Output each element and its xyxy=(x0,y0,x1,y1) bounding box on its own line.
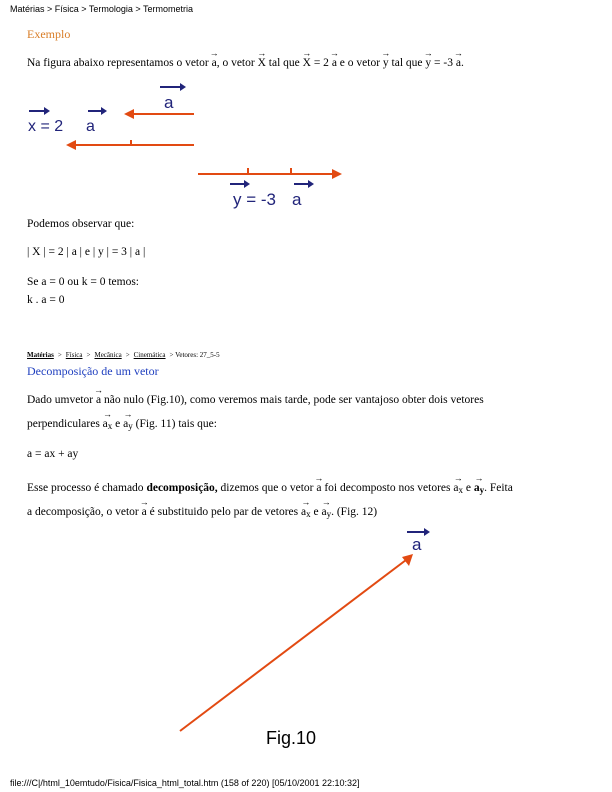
vector-a: → a xyxy=(316,482,321,494)
sentence-part: = -3 xyxy=(434,57,453,69)
sentence-part: e o vetor xyxy=(339,57,381,69)
text-part: dizemos que o vetor xyxy=(220,482,314,494)
section-breadcrumb xyxy=(27,344,220,362)
text-part: Esse processo é chamado xyxy=(27,482,144,494)
vector-figure xyxy=(0,80,612,220)
label-y-vec: a xyxy=(292,190,302,209)
modulus-line: | X | = 2 | a | e | y | = 3 | a | xyxy=(27,246,146,258)
k-line: k . a = 0 xyxy=(27,294,65,306)
vector-a: → a xyxy=(332,57,337,69)
breadcrumb-rest: > Vetores: 27_5-5 xyxy=(169,351,220,359)
vector-x: → X xyxy=(303,57,311,69)
text-part: e xyxy=(115,418,121,430)
label-x-vec: a xyxy=(86,118,95,135)
vector-ay: → $a_y$ xyxy=(474,482,484,495)
label-arrowhead xyxy=(44,107,50,115)
arrowhead xyxy=(332,169,342,179)
figure-10 xyxy=(0,528,612,768)
sentence-part: , o vetor xyxy=(216,57,255,69)
decomp-equation: a = ax + ay xyxy=(27,448,79,460)
label-a: a xyxy=(164,93,174,112)
vector-ax: → $a_x$ xyxy=(301,506,311,519)
vector-y: → y xyxy=(425,57,431,69)
label-arrowhead xyxy=(424,528,430,536)
footer-path: file:///C|/html_10emtudo/Fisica/Fisica_html_total.htm (158 of 220) [05/10/2001 22:10:32] xyxy=(10,778,360,788)
text-part: . (Fig. 12) xyxy=(331,506,378,518)
top-breadcrumb: Matérias > Física > Termologia > Termometria xyxy=(10,4,193,14)
text-part: (Fig. 11) tais que: xyxy=(135,418,217,430)
vector-a: → a xyxy=(212,57,217,69)
decomp-heading: Decomposição de um vetor xyxy=(27,364,159,378)
text-part: . Feita xyxy=(484,482,513,494)
label-arrowhead xyxy=(308,180,314,188)
sentence-part: = 2 xyxy=(313,57,329,69)
sentence-part: tal que xyxy=(391,57,423,69)
vector-ax: → $a_x$ xyxy=(103,418,113,431)
decomp-line-3 xyxy=(27,482,513,495)
decomp-line-2 xyxy=(27,418,217,431)
decomp-line-4 xyxy=(27,506,377,519)
text-part: e xyxy=(465,482,471,494)
vector-a: → a xyxy=(96,394,101,406)
fig10-label-a: a xyxy=(412,535,422,554)
null-line: Se a = 0 ou k = 0 temos: xyxy=(27,276,139,288)
arrowhead xyxy=(66,140,76,150)
example-heading: Exemplo xyxy=(27,27,71,41)
link-mecanica[interactable]: Mecânica xyxy=(94,351,122,359)
text-part: Dado umvetor xyxy=(27,394,94,406)
vector-ax: → $a_x$ xyxy=(453,482,463,495)
link-materias[interactable]: Matérias xyxy=(27,351,54,359)
sentence-part: tal que xyxy=(268,57,300,69)
link-fisica[interactable]: Física xyxy=(65,351,83,359)
label-x-eq: x = 2 xyxy=(28,118,64,135)
vector-ay: → $a_y$ xyxy=(321,506,331,519)
text-part: não nulo (Fig.10), como veremos mais tarde, pode ser vantajoso obter dois vetores xyxy=(103,394,484,406)
observe-text: Podemos observar que: xyxy=(27,218,135,230)
text-part: é substituido pelo par de vetores xyxy=(149,506,299,518)
sentence-part: . xyxy=(460,57,464,69)
vector-a: → a xyxy=(456,57,461,69)
label-arrowhead xyxy=(101,107,107,115)
text-part: perpendiculares xyxy=(27,418,100,430)
fig10-caption: Fig.10 xyxy=(266,728,317,748)
breadcrumb-separator: > xyxy=(86,351,91,359)
link-cinematica[interactable]: Cinemática xyxy=(133,351,166,359)
text-part: e xyxy=(313,506,319,518)
vector-a: → a xyxy=(142,506,147,518)
example-sentence xyxy=(27,57,464,69)
sentence-part: Na figura abaixo representamos o vetor xyxy=(27,57,209,69)
label-arrowhead xyxy=(244,180,250,188)
breadcrumb-separator: > xyxy=(125,351,130,359)
text-part: a decomposição, o vetor xyxy=(27,506,139,518)
vector-y: → y xyxy=(383,57,389,69)
label-y-eq: y = -3 xyxy=(233,190,276,209)
vector-x: → X xyxy=(258,57,266,69)
label-arrowhead xyxy=(180,83,186,91)
breadcrumb-separator: > xyxy=(57,351,62,359)
arrowhead xyxy=(402,554,413,566)
vector-ay: → $a_y$ xyxy=(123,418,133,431)
arrowhead xyxy=(124,109,134,119)
decomp-line-1 xyxy=(27,394,484,406)
text-bold: decomposição, xyxy=(146,482,218,494)
vector-a-arrow xyxy=(180,560,406,731)
text-part: foi decomposto nos vetores xyxy=(324,482,451,494)
